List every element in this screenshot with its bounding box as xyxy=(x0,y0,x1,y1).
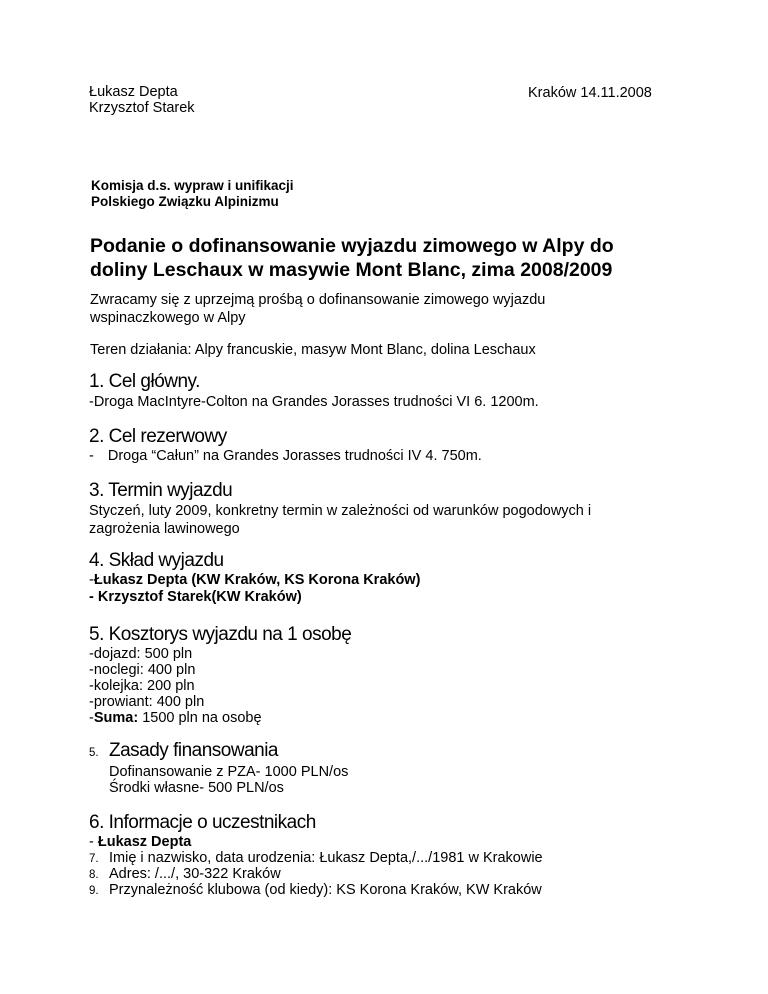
info-text: Imię i nazwisko, data urodzenia: Łukasz Depta,/.../1981 w Krakowie xyxy=(109,850,543,866)
cost-sum: -Suma: 1500 pln na osobę xyxy=(89,710,262,726)
authors-block xyxy=(89,84,195,116)
member-list xyxy=(89,572,420,606)
section-heading: 3. Termin wyjazdu xyxy=(89,480,233,501)
section-heading: 1. Cel główny. xyxy=(89,371,200,392)
section-text-content: Droga “Całun” na Grandes Jorasses trudności IV 4. 750m. xyxy=(107,448,482,464)
financing-line: Dofinansowanie z PZA- 1000 PLN/os xyxy=(109,764,349,780)
recipient-line: Komisja d.s. wypraw i unifikacji xyxy=(91,178,294,193)
member-item: - Krzysztof Starek(KW Kraków) xyxy=(89,589,302,605)
section-heading: 6. Informacje o uczestnikach xyxy=(89,812,316,833)
info-item xyxy=(89,850,543,866)
cost-list xyxy=(89,646,262,726)
recipient-line: Polskiego Związku Alpinizmu xyxy=(91,194,279,209)
member-item: -Łukasz Depta (KW Kraków, KS Korona Kraków) xyxy=(89,572,421,588)
info-text: Przynależność klubowa (od kiedy): KS Korona Kraków, KW Kraków xyxy=(109,882,542,898)
text-line: zagrożenia lawinowego xyxy=(89,521,240,537)
author-name: Łukasz Depta xyxy=(89,84,178,100)
cost-item: -kolejka: 200 pln xyxy=(89,678,195,694)
section-heading: 2. Cel rezerwowy xyxy=(89,426,227,447)
cost-item: -noclegi: 400 pln xyxy=(89,662,196,678)
sum-value: 1500 pln na osobę xyxy=(138,710,262,726)
financing-details xyxy=(109,764,348,796)
sum-label: Suma: xyxy=(93,710,139,726)
title-line: doliny Leschaux w masywie Mont Blanc, zima 2008/2009 xyxy=(90,259,613,281)
participant-info xyxy=(89,834,543,898)
list-number: 7. xyxy=(89,853,99,865)
section-text: -Droga MacIntyre-Colton na Grandes Jorasses trudności VI 6. 1200m. xyxy=(89,394,539,410)
intro-line: wspinaczkowego w Alpy xyxy=(90,310,246,326)
title-line: Podanie o dofinansowanie wyjazdu zimowego w Alpy do xyxy=(90,235,614,257)
list-number: 9. xyxy=(89,885,99,897)
text-line: Styczeń, luty 2009, konkretny termin w zależności od warunków pogodowych i xyxy=(89,503,592,519)
info-item xyxy=(89,882,543,898)
author-name: Krzysztof Starek xyxy=(89,100,195,116)
section-text xyxy=(89,447,482,465)
cost-item: -dojazd: 500 pln xyxy=(89,646,193,662)
info-item xyxy=(89,866,543,882)
member-name: Łukasz Depta (KW Kraków, KS Korona Kraków) xyxy=(93,572,421,588)
intro-paragraph xyxy=(90,291,545,327)
section-heading: Zasady finansowania xyxy=(109,740,278,761)
intro-line: Zwracamy się z uprzejmą prośbą o dofinansowanie zimowego wyjazdu xyxy=(90,292,546,308)
participant-name-row: - Łukasz Depta xyxy=(89,834,192,850)
participant-name: Łukasz Depta xyxy=(97,834,192,850)
info-text: Adres: /.../, 30-322 Kraków xyxy=(109,866,281,882)
document-date: Kraków 14.11.2008 xyxy=(528,85,652,101)
financing-line: Środki własne- 500 PLN/os xyxy=(109,780,284,796)
section-heading: 5. Kosztorys wyjazdu na 1 osobę xyxy=(89,624,352,645)
document-title xyxy=(90,234,614,282)
operation-area: Teren działania: Alpy francuskie, masyw Mont Blanc, dolina Leschaux xyxy=(90,342,536,358)
section-heading: 4. Skład wyjazdu xyxy=(89,550,224,571)
financing-heading xyxy=(89,740,278,762)
section-text xyxy=(89,502,591,538)
cost-item: -prowiant: 400 pln xyxy=(89,694,205,710)
recipient-block xyxy=(91,178,294,210)
bullet-dash: - xyxy=(89,448,94,464)
list-number: 8. xyxy=(89,869,99,881)
list-number: 5. xyxy=(89,747,99,759)
